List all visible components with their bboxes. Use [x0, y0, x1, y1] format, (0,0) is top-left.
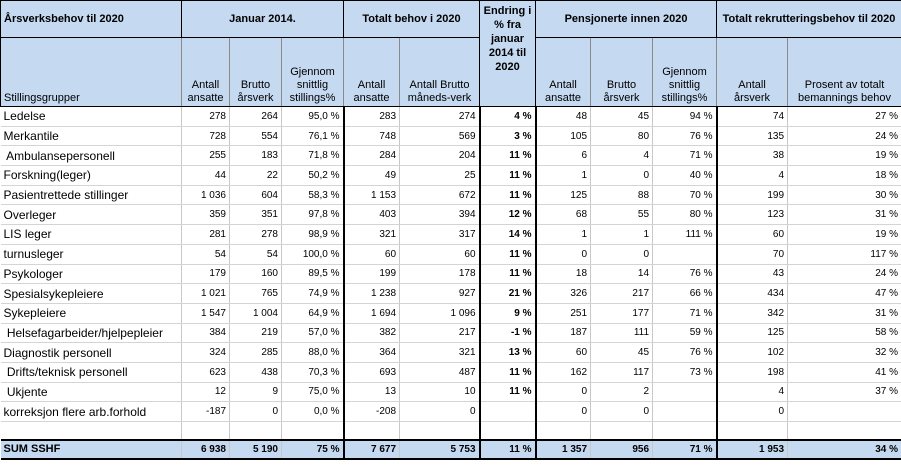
- table-cell: 281: [182, 225, 230, 245]
- table-cell: 0: [536, 382, 591, 402]
- table-cell: 44: [182, 166, 230, 186]
- group-header-pens: Pensjonerte innen 2020: [536, 1, 717, 38]
- table-cell: 382: [344, 323, 400, 343]
- table-cell: 37 %: [788, 382, 901, 402]
- table-cell: 0: [536, 244, 591, 264]
- table-cell: 60: [717, 225, 788, 245]
- row-label: Merkantile: [1, 126, 182, 146]
- table-cell: [788, 402, 901, 422]
- table-row: [1, 382, 901, 402]
- table-cell: 55: [591, 205, 653, 225]
- table-cell: 255: [182, 146, 230, 166]
- table-cell: 125: [536, 185, 591, 205]
- table-cell: 19 %: [788, 225, 901, 245]
- sum-cell: 1 357: [536, 440, 591, 459]
- table-cell: 217: [591, 284, 653, 304]
- table-cell: 30 %: [788, 185, 901, 205]
- table-cell: 76,1 %: [282, 126, 344, 146]
- table-cell: 4: [717, 382, 788, 402]
- table-cell: 219: [230, 323, 282, 343]
- table-cell: 12: [182, 382, 230, 402]
- table-cell: 117 %: [788, 244, 901, 264]
- table-cell: [653, 402, 717, 422]
- table-cell: 1 021: [182, 284, 230, 304]
- group-header-rekr: Totalt rekrutteringsbehov til 2020: [717, 1, 901, 38]
- table-cell: 187: [536, 323, 591, 343]
- table-cell: 11 %: [480, 185, 536, 205]
- col-header-pens-antall-ansatte: Antall ansatte: [536, 38, 591, 107]
- table-cell: 394: [400, 205, 480, 225]
- table-cell: 40 %: [653, 166, 717, 186]
- col-header-endring: Endring i % fra januar 2014 til 2020: [480, 1, 536, 107]
- table-cell: 278: [230, 225, 282, 245]
- table-cell: [480, 402, 536, 422]
- row-label: Diagnostik personell: [1, 343, 182, 363]
- row-label-header: Stillingsgrupper: [1, 38, 182, 107]
- table-cell: 317: [400, 225, 480, 245]
- table-row: [1, 264, 901, 284]
- table-cell: 11 %: [480, 244, 536, 264]
- table-cell: 32 %: [788, 343, 901, 363]
- table-cell: 11 %: [480, 146, 536, 166]
- group-header-total: Totalt behov i 2020: [344, 1, 480, 38]
- row-label: Psykologer: [1, 264, 182, 284]
- table-cell: 569: [400, 126, 480, 146]
- sum-cell: 5 190: [230, 440, 282, 459]
- table-cell: 10: [400, 382, 480, 402]
- table-cell: 178: [400, 264, 480, 284]
- table-cell: 45: [591, 343, 653, 363]
- table-cell: 60: [400, 244, 480, 264]
- table-cell: 73 %: [653, 362, 717, 382]
- table-cell: 6: [536, 146, 591, 166]
- table-cell: 487: [400, 362, 480, 382]
- table-cell: 9: [230, 382, 282, 402]
- table-cell: 60: [344, 244, 400, 264]
- table-cell: [653, 244, 717, 264]
- table-cell: 80 %: [653, 205, 717, 225]
- table-cell: 74,9 %: [282, 284, 344, 304]
- table-cell: 88: [591, 185, 653, 205]
- row-label: Ukjente: [1, 382, 182, 402]
- row-label: Overleger: [1, 205, 182, 225]
- table-row: [1, 343, 901, 363]
- table-row: [1, 146, 901, 166]
- table-cell: 160: [230, 264, 282, 284]
- table-cell: 76 %: [653, 264, 717, 284]
- col-header-pens-gjennomsnittlig: Gjennom snittlig stillings%: [653, 38, 717, 107]
- table-cell: 76 %: [653, 126, 717, 146]
- table-cell: 183: [230, 146, 282, 166]
- table-cell: 24 %: [788, 264, 901, 284]
- table-cell: -1 %: [480, 323, 536, 343]
- table-row: [1, 244, 901, 264]
- row-label: Forskning(leger): [1, 166, 182, 186]
- table-cell: 264: [230, 107, 282, 127]
- col-header-prosent: Prosent av totalt bemannings behov: [788, 38, 901, 107]
- group-header-jan: Januar 2014.: [182, 1, 344, 38]
- table-cell: 1 547: [182, 303, 230, 323]
- table-cell: 97,8 %: [282, 205, 344, 225]
- table-cell: 198: [717, 362, 788, 382]
- table-cell: 283: [344, 107, 400, 127]
- table-cell: 199: [344, 264, 400, 284]
- table-cell: 89,5 %: [282, 264, 344, 284]
- table-cell: 284: [344, 146, 400, 166]
- table-cell: 54: [182, 244, 230, 264]
- table-cell: 59 %: [653, 323, 717, 343]
- table-row: [1, 185, 901, 205]
- table-cell: 45: [591, 107, 653, 127]
- table-cell: 0: [230, 402, 282, 422]
- table-cell: 38: [717, 146, 788, 166]
- row-label: LIS leger: [1, 225, 182, 245]
- table-cell: 604: [230, 185, 282, 205]
- table-cell: 135: [717, 126, 788, 146]
- table-cell: 1 096: [400, 303, 480, 323]
- table-cell: 50,2 %: [282, 166, 344, 186]
- table-cell: 179: [182, 264, 230, 284]
- table-cell: 88,0 %: [282, 343, 344, 363]
- table-cell: 11 %: [480, 362, 536, 382]
- table-cell: 177: [591, 303, 653, 323]
- table-cell: 623: [182, 362, 230, 382]
- table-row: [1, 225, 901, 245]
- table-cell: 22: [230, 166, 282, 186]
- table-cell: 70: [717, 244, 788, 264]
- sum-cell: 34 %: [788, 440, 901, 459]
- table-cell: 324: [182, 343, 230, 363]
- table-cell: 21 %: [480, 284, 536, 304]
- row-label: turnusleger: [1, 244, 182, 264]
- table-cell: 342: [717, 303, 788, 323]
- table-cell: 71 %: [653, 146, 717, 166]
- sum-cell: 11 %: [480, 440, 536, 459]
- table-cell: 0: [591, 402, 653, 422]
- table-cell: 9 %: [480, 303, 536, 323]
- table-cell: 1: [536, 166, 591, 186]
- table-row: [1, 166, 901, 186]
- table-cell: 4 %: [480, 107, 536, 127]
- table-cell: 54: [230, 244, 282, 264]
- table-cell: 11 %: [480, 166, 536, 186]
- table-cell: 57,0 %: [282, 323, 344, 343]
- table-row: [1, 303, 901, 323]
- table-row: [1, 107, 901, 127]
- table-cell: 70,3 %: [282, 362, 344, 382]
- table-cell: 4: [717, 166, 788, 186]
- table-cell: 434: [717, 284, 788, 304]
- col-header-antall-ansatte: Antall ansatte: [182, 38, 230, 107]
- table-cell: 0: [591, 166, 653, 186]
- table-cell: 0,0 %: [282, 402, 344, 422]
- sum-cell: 71 %: [653, 440, 717, 459]
- table-cell: 3 %: [480, 126, 536, 146]
- table-cell: 70 %: [653, 185, 717, 205]
- table-cell: 100,0 %: [282, 244, 344, 264]
- table-cell: 12 %: [480, 205, 536, 225]
- table-cell: [653, 382, 717, 402]
- table-cell: 31 %: [788, 303, 901, 323]
- sum-cell: 7 677: [344, 440, 400, 459]
- table-cell: 123: [717, 205, 788, 225]
- table-cell: 98,9 %: [282, 225, 344, 245]
- col-header-antall-ansatte-2020: Antall ansatte: [344, 38, 400, 107]
- table-row: [1, 362, 901, 382]
- table-cell: 748: [344, 126, 400, 146]
- table-cell: 18 %: [788, 166, 901, 186]
- sum-cell: 75 %: [282, 440, 344, 459]
- table-cell: 43: [717, 264, 788, 284]
- table-cell: 285: [230, 343, 282, 363]
- table-cell: 19 %: [788, 146, 901, 166]
- table-cell: 111 %: [653, 225, 717, 245]
- table-cell: 111: [591, 323, 653, 343]
- sum-cell: 1 953: [717, 440, 788, 459]
- table-cell: 765: [230, 284, 282, 304]
- table-cell: 321: [344, 225, 400, 245]
- table-cell: 321: [400, 343, 480, 363]
- table-cell: 14: [591, 264, 653, 284]
- row-label: Ambulansepersonell: [1, 146, 182, 166]
- table-row: [1, 284, 901, 304]
- sum-cell: 5 753: [400, 440, 480, 459]
- table-cell: 217: [400, 323, 480, 343]
- table-title: Årsverksbehov til 2020: [1, 1, 182, 38]
- table-cell: -208: [344, 402, 400, 422]
- table-row: [1, 323, 901, 343]
- table-cell: 1 153: [344, 185, 400, 205]
- table-cell: 49: [344, 166, 400, 186]
- table-cell: 25: [400, 166, 480, 186]
- table-cell: 672: [400, 185, 480, 205]
- table-cell: 1 036: [182, 185, 230, 205]
- table-cell: 351: [230, 205, 282, 225]
- table-cell: 278: [182, 107, 230, 127]
- table-cell: 204: [400, 146, 480, 166]
- table-cell: 0: [400, 402, 480, 422]
- table-cell: 75,0 %: [282, 382, 344, 402]
- row-label: Pasientrettede stillinger: [1, 185, 182, 205]
- col-header-antall-arsverk: Antall årsverk: [717, 38, 788, 107]
- table-cell: 199: [717, 185, 788, 205]
- sum-row-label: SUM SSHF: [1, 440, 182, 459]
- table-cell: 105: [536, 126, 591, 146]
- table-cell: 64,9 %: [282, 303, 344, 323]
- col-header-pens-brutto-arsverk: Brutto årsverk: [591, 38, 653, 107]
- table-cell: 384: [182, 323, 230, 343]
- table-cell: 438: [230, 362, 282, 382]
- col-header-brutto-mndverk: Antall Brutto måneds-verk: [400, 38, 480, 107]
- table-cell: 274: [400, 107, 480, 127]
- sum-cell: 6 938: [182, 440, 230, 459]
- table-cell: 102: [717, 343, 788, 363]
- row-label: Spesialsykepleiere: [1, 284, 182, 304]
- table-cell: 71 %: [653, 303, 717, 323]
- table-cell: 14 %: [480, 225, 536, 245]
- table-cell: 13 %: [480, 343, 536, 363]
- table-cell: 403: [344, 205, 400, 225]
- table-cell: 1: [591, 225, 653, 245]
- table-cell: 94 %: [653, 107, 717, 127]
- col-header-gjennomsnittlig: Gjennom snittlig stillings%: [282, 38, 344, 107]
- table-cell: 58 %: [788, 323, 901, 343]
- col-header-brutto-arsverk: Brutto årsverk: [230, 38, 282, 107]
- table-cell: 0: [591, 244, 653, 264]
- table-row: [1, 205, 901, 225]
- table-cell: 728: [182, 126, 230, 146]
- table-cell: 162: [536, 362, 591, 382]
- table-cell: 60: [536, 343, 591, 363]
- table-cell: -187: [182, 402, 230, 422]
- table-cell: 68: [536, 205, 591, 225]
- table-cell: 0: [536, 402, 591, 422]
- row-label: korreksjon flere arb.forhold: [1, 402, 182, 422]
- table-cell: 693: [344, 362, 400, 382]
- table-cell: 326: [536, 284, 591, 304]
- table-cell: 4: [591, 146, 653, 166]
- table-cell: 1 694: [344, 303, 400, 323]
- row-label: Helsefagarbeider/hjelpepleier: [1, 323, 182, 343]
- table-row: [1, 126, 901, 146]
- table-cell: 359: [182, 205, 230, 225]
- table-cell: 554: [230, 126, 282, 146]
- table-cell: 251: [536, 303, 591, 323]
- table-cell: 27 %: [788, 107, 901, 127]
- table-cell: 24 %: [788, 126, 901, 146]
- table-cell: 364: [344, 343, 400, 363]
- table-cell: 95,0 %: [282, 107, 344, 127]
- table-cell: 117: [591, 362, 653, 382]
- table-cell: 80: [591, 126, 653, 146]
- table-cell: 1: [536, 225, 591, 245]
- sum-cell: 956: [591, 440, 653, 459]
- table-cell: 13: [344, 382, 400, 402]
- table-cell: 41 %: [788, 362, 901, 382]
- row-label: Ledelse: [1, 107, 182, 127]
- table-cell: 11 %: [480, 382, 536, 402]
- table-cell: 2: [591, 382, 653, 402]
- table-cell: 58,3 %: [282, 185, 344, 205]
- table-cell: 48: [536, 107, 591, 127]
- row-label: Sykepleiere: [1, 303, 182, 323]
- table-cell: 1 238: [344, 284, 400, 304]
- table-row: [1, 402, 901, 422]
- table-cell: 11 %: [480, 264, 536, 284]
- table-cell: 0: [717, 402, 788, 422]
- row-label: Drifts/teknisk personell: [1, 362, 182, 382]
- table-cell: 76 %: [653, 343, 717, 363]
- table-cell: 66 %: [653, 284, 717, 304]
- table-cell: 1 004: [230, 303, 282, 323]
- table-cell: 47 %: [788, 284, 901, 304]
- table-cell: 71,8 %: [282, 146, 344, 166]
- table-cell: 18: [536, 264, 591, 284]
- table-cell: 927: [400, 284, 480, 304]
- table-cell: 31 %: [788, 205, 901, 225]
- table-cell: 125: [717, 323, 788, 343]
- table-cell: 74: [717, 107, 788, 127]
